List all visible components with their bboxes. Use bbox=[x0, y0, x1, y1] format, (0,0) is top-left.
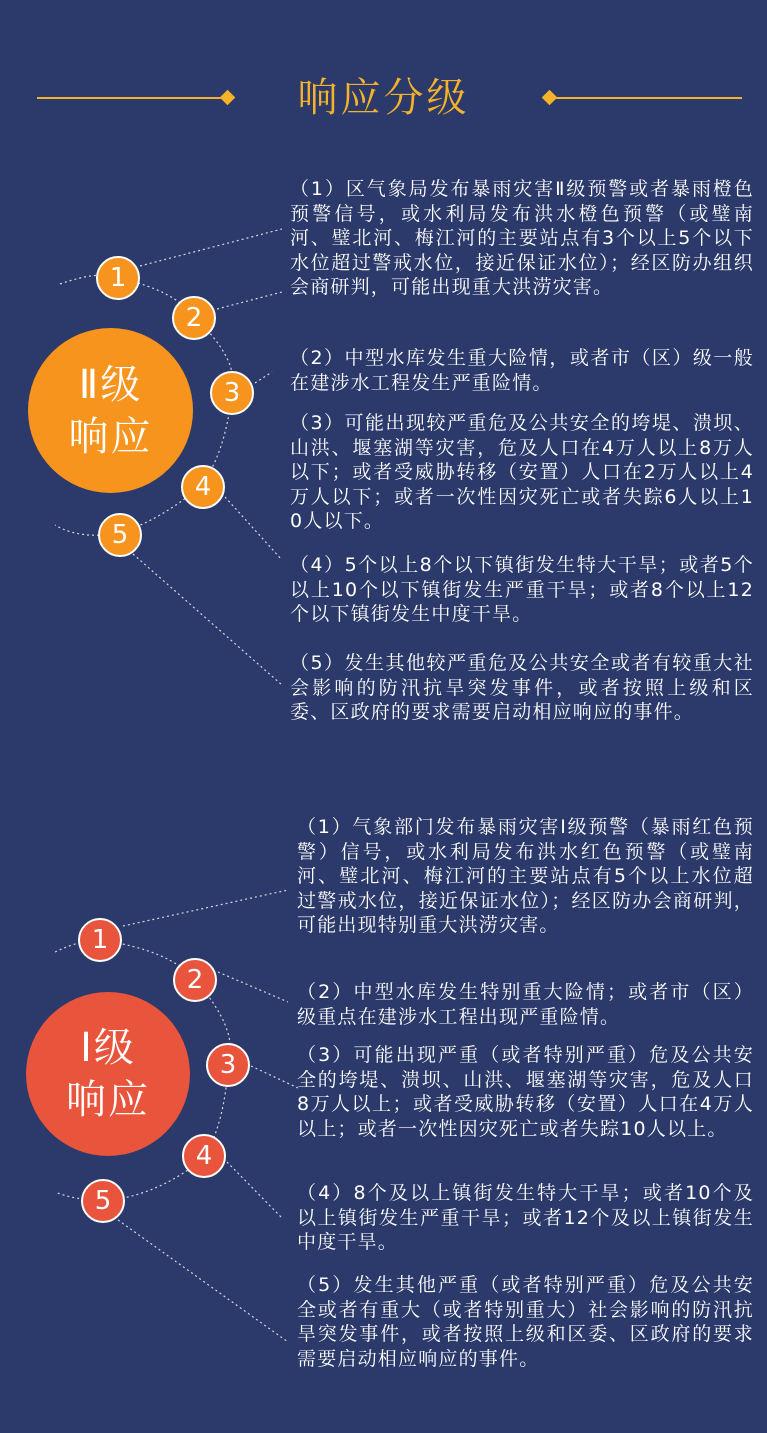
level-1-item-3: （3）可能出现严重（或者特别严重）危及公共安全的垮堤、溃坝、山洪、堰塞湖等灾害，危及人口8万人以上；或者受威胁转移（安置）人口在4万人以上；或者一次性因灾死亡或者失踪10人以上。 bbox=[297, 1044, 754, 1140]
level-1-item-5: （5）发生其他严重（或者特别严重）危及公共安全或者有重大（或者特别重大）社会影响的防汛抗旱突发事件，或者按照上级和区委、区政府的要求需要启动相应响应的事件。 bbox=[297, 1274, 754, 1370]
level-2-label-bottom: 响应 bbox=[68, 413, 153, 460]
level-1-number-5: 5 bbox=[81, 1179, 125, 1223]
level-2-item-1: （1）区气象局发布暴雨灾害Ⅱ级预警或者暴雨橙色预警信号，或水利局发布洪水橙色预警（或璧南河、璧北河、梅江河的主要站点有3个以上5个以下水位超过警戒水位，接近保证水位）；经区防办组织会商研判，可能出现重大洪涝灾害。 bbox=[290, 178, 754, 298]
level-1-label-top: Ⅰ级 bbox=[80, 1025, 136, 1071]
level-2-item-2: （2）中型水库发生重大险情，或者市（区）级一般在建涉水工程发生严重险情。 bbox=[290, 347, 754, 394]
level-1-number-3: 3 bbox=[206, 1043, 250, 1087]
level-1-number-4: 4 bbox=[182, 1134, 226, 1178]
level-1-response-circle bbox=[26, 992, 190, 1156]
level-1-number-1: 1 bbox=[78, 918, 122, 962]
level-2-response-circle bbox=[28, 328, 193, 493]
level-1-label-bottom: 响应 bbox=[66, 1077, 150, 1123]
page-title: 响应分级 bbox=[297, 75, 470, 121]
level-1-item-1: （1）气象部门发布暴雨灾害Ⅰ级预警（暴雨红色预警）信号，或水利局发布洪水红色预警（或璧南河、璧北河、梅江河的主要站点有5个以上水位超过警戒水位，接近保证水位）；经区防办会商研判，可能出现特别重大洪涝灾害。 bbox=[297, 816, 754, 936]
level-2-label-top: Ⅱ级 bbox=[78, 361, 143, 408]
level-2-item-4: （4）5个以上8个以下镇街发生特大干旱；或者5个以上10个以下镇街发生严重干旱；或者8个以上12个以下镇街发生中度干旱。 bbox=[290, 554, 754, 625]
level-2-number-4: 4 bbox=[181, 465, 225, 509]
level-2-number-5: 5 bbox=[98, 513, 142, 557]
level-2-item-5: （5）发生其他较严重危及公共安全或者有较重大社会影响的防汛抗旱突发事件，或者按照上级和区委、区政府的要求需要启动相应响应的事件。 bbox=[290, 652, 754, 723]
level-1-item-2: （2）中型水库发生特别重大险情；或者市（区）级重点在建涉水工程出现严重险情。 bbox=[297, 981, 754, 1028]
level-2-number-3: 3 bbox=[210, 371, 254, 415]
level-2-number-2: 2 bbox=[172, 296, 216, 340]
level-1-item-4: （4）8个及以上镇街发生特大干旱；或者10个及以上镇街发生严重干旱；或者12个及以上镇街发生中度干旱。 bbox=[297, 1182, 754, 1253]
level-1-number-2: 2 bbox=[173, 958, 217, 1002]
level-2-item-3: （3）可能出现较严重危及公共安全的垮堤、溃坝、山洪、堰塞湖等灾害，危及人口在4万人以上8万人以下；或者受威胁转移（安置）人口在2万人以上4万人以下；或者一次性因灾死亡或者失踪6人以上10人以下。 bbox=[290, 412, 754, 532]
level-2-number-1: 1 bbox=[96, 256, 140, 300]
